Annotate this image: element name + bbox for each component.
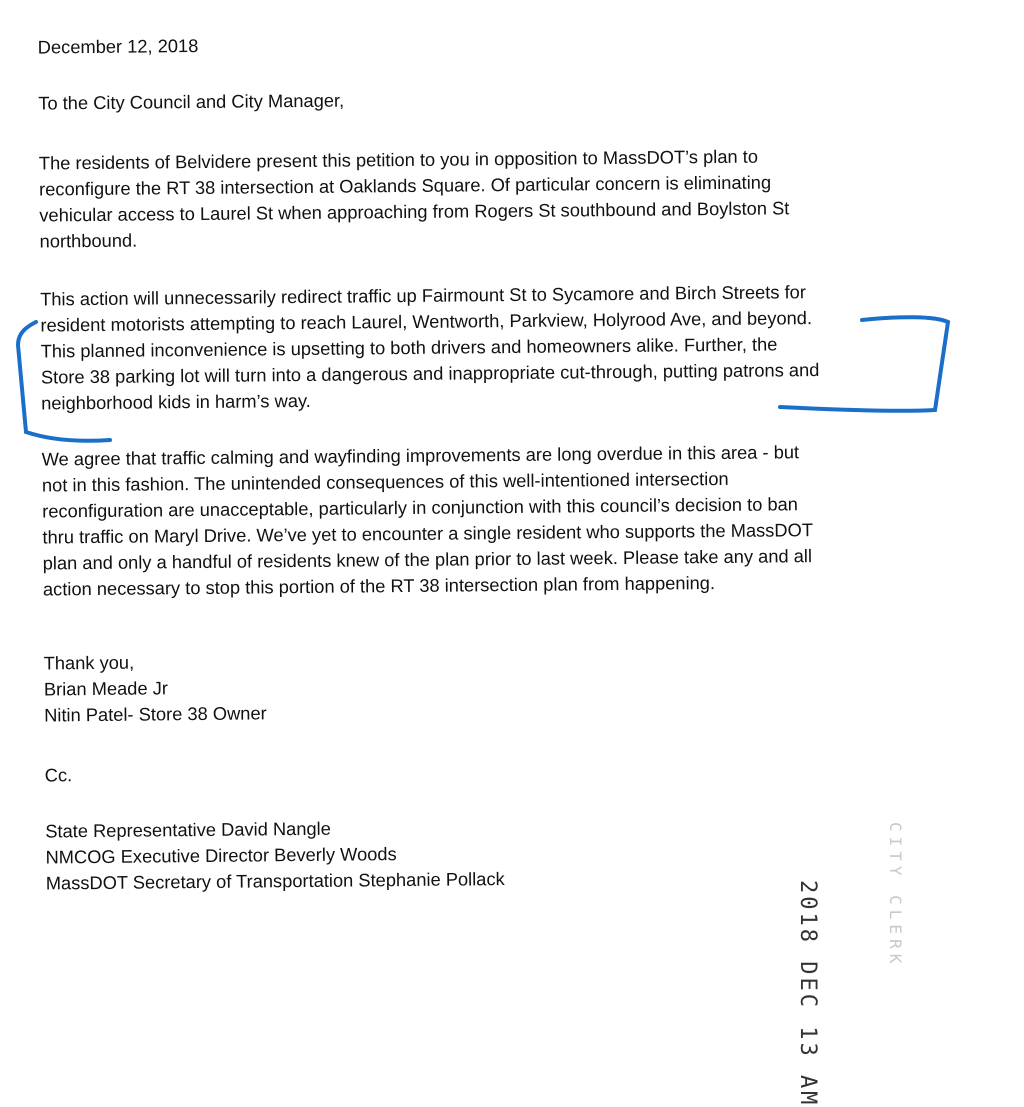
paragraph-3-line: We agree that traffic calming and wayfinding improvements are long overdue in this area - but: [41, 441, 800, 470]
paragraph-1-line: reconfigure the RT 38 intersection at Oaklands Square. Of particular concern is eliminating: [39, 171, 772, 200]
paragraph-1-line: northbound.: [39, 229, 138, 252]
cc-recipient: MassDOT Secretary of Transportation Stephanie Pollack: [45, 868, 505, 894]
paragraph-1-line: vehicular access to Laurel St when approaching from Rogers St southbound and Boylston St: [39, 197, 790, 226]
letter-date: December 12, 2018: [37, 34, 199, 58]
paragraph-3-line: thru traffic on Maryl Drive. We’ve yet to encounter a single resident who supports the MassDOT: [42, 519, 814, 548]
paragraph-3-line: not in this fashion. The unintended consequences of this well-intentioned intersection: [41, 467, 729, 496]
closing: Thank you,: [43, 651, 135, 674]
signer: Brian Meade Jr: [43, 677, 168, 700]
cc-recipient: NMCOG Executive Director Beverly Woods: [45, 843, 397, 868]
paragraph-1-line: The residents of Belvidere present this petition to you in opposition to MassDOT’s plan to: [38, 145, 759, 174]
cc-label: Cc.: [44, 764, 73, 786]
paragraph-3-line: reconfiguration are unacceptable, particularly in conjunction with this council’s decision to ban: [42, 493, 798, 522]
paragraph-3-line: plan and only a handful of residents knew of the plan prior to last week. Please take any and all: [42, 545, 813, 574]
paragraph-2-line: neighborhood kids in harm’s way.: [41, 389, 311, 414]
signer: Nitin Patel- Store 38 Owner: [44, 702, 267, 726]
letter-salutation: To the City Council and City Manager,: [38, 89, 345, 114]
cc-recipient: State Representative David Nangle: [45, 817, 331, 842]
faint-clerk-stamp: CITY CLERK: [886, 822, 905, 969]
received-date-stamp: 2018 DEC 13 AM: [795, 880, 820, 1107]
paragraph-2-line: resident motorists attempting to reach Laurel, Wentworth, Parkview, Holyrood Ave, and beyond.: [40, 307, 813, 336]
paragraph-2-line: This action will unnecessarily redirect traffic up Fairmount St to Sycamore and Birch Streets for: [40, 281, 806, 310]
paragraph-2-line: Store 38 parking lot will turn into a dangerous and inappropriate cut-through, putting patrons and: [40, 359, 820, 388]
paragraph-3-line: action necessary to stop this portion of the RT 38 intersection plan from happening.: [42, 572, 716, 600]
paragraph-2-line: This planned inconvenience is upsetting to both drivers and homeowners alike. Further, the: [40, 333, 778, 362]
